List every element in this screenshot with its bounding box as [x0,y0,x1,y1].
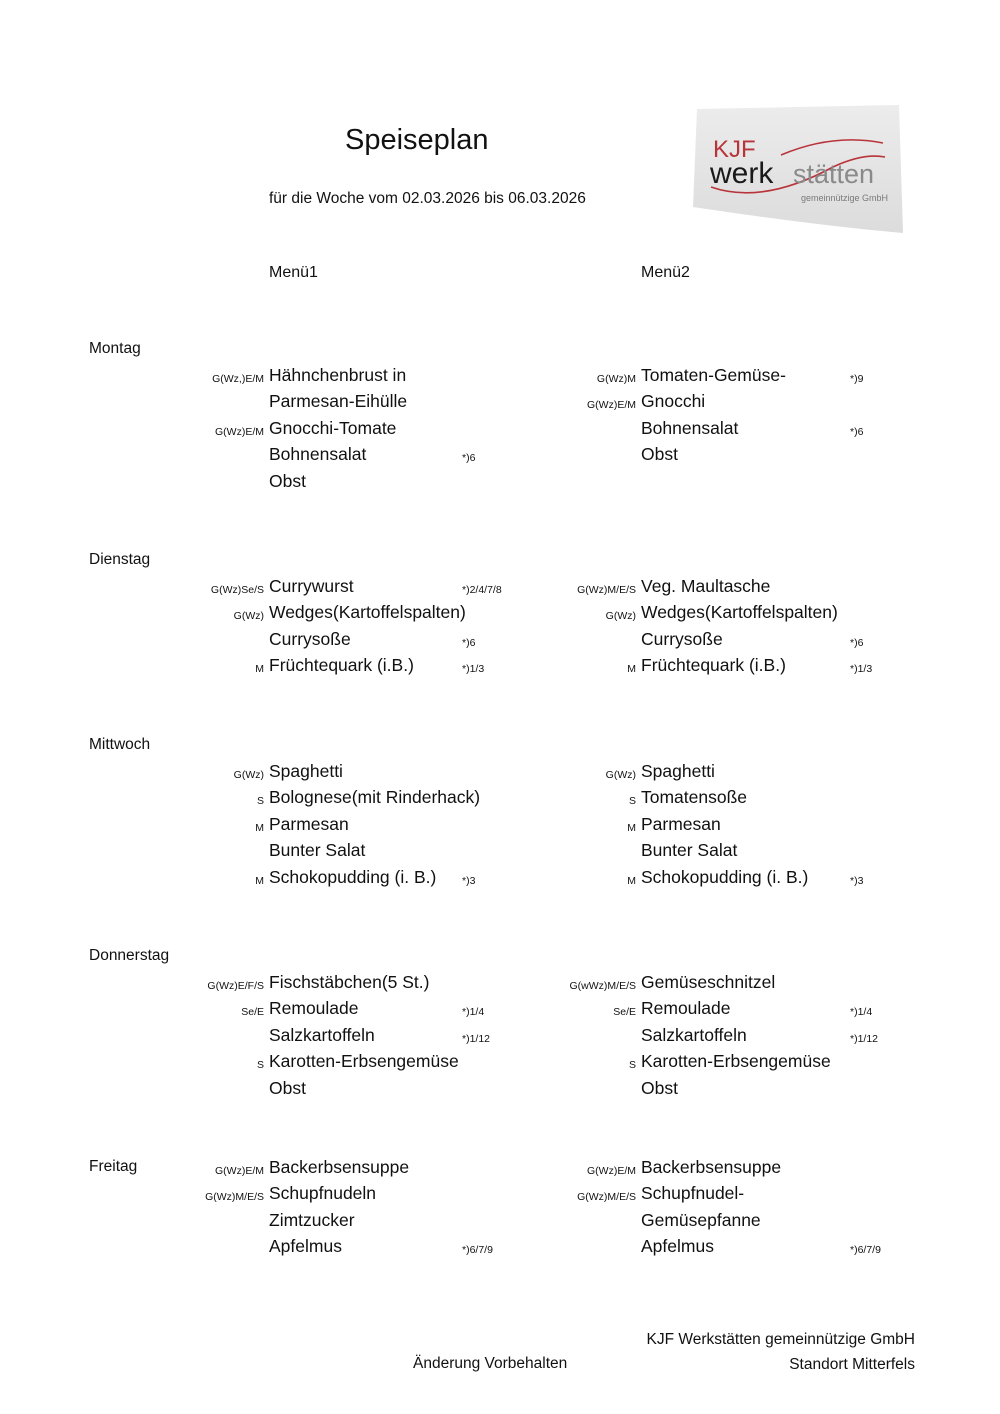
dish-name: Backerbsensuppe [641,1157,782,1177]
additive-code: *)3 [850,874,864,887]
dish-name: Schupfnudeln [269,1183,377,1204]
dish-name: Tomatensoße [641,787,748,808]
allergen-code: M [627,821,636,834]
allergen-code: G(Wz)M/E/S [205,1191,264,1204]
dish-name: Currysoße [641,628,723,649]
dish-name: Salzkartoffeln [269,1024,375,1045]
dish-name: Spaghetti [641,761,715,781]
dish-name: Gnocchi-Tomate [269,417,397,438]
additive-code: *)1/3 [850,663,873,676]
allergen-code: G(Wz)M [596,373,636,385]
dish-name: Obst [641,1077,678,1098]
dish-name: Bohnensalat [641,417,739,438]
dish-name: Tomaten-Gemüse- [641,365,786,385]
additive-code: *)1/12 [462,1032,491,1045]
additive-code: *)1/4 [462,1006,485,1019]
day-label: Dienstag [89,551,151,568]
dish-name: Wedges(Kartoffelspalten) [269,602,466,623]
allergen-code: S [256,795,264,808]
allergen-code: Se/E [613,1006,636,1019]
allergen-code: G(Wz) [605,610,636,623]
additive-code: *)1/3 [462,663,485,676]
dish-name: Wedges(Kartoffelspalten) [641,602,838,623]
dish-name: Parmesan [269,813,349,834]
logo-gmbh: gemeinnützige GmbH [801,193,889,203]
dish-name: Remoulade [269,998,359,1019]
additive-code: *)6 [850,425,864,438]
dish-name: Bunter Salat [269,840,366,861]
additive-code: *)1/4 [850,1006,873,1019]
dish-name: Apfelmus [269,1236,342,1257]
allergen-code: S [256,1059,264,1072]
allergen-code: G(Wz) [605,769,636,781]
allergen-code: G(Wz) [233,769,264,781]
additive-code: *)2/4/7/8 [462,584,502,596]
dish-name: Obst [269,470,306,491]
menu1-header: Menü1 [269,264,318,281]
dish-name: Parmesan [641,813,721,834]
footer-note: Änderung Vorbehalten [413,1355,568,1372]
dish-name: Veg. Maultasche [641,576,771,596]
day-label: Donnerstag [89,947,170,964]
allergen-code: G(Wz)M/E/S [577,1191,636,1204]
page-title: Speiseplan [345,124,489,156]
allergen-code: G(wWz)M/E/S [569,980,636,992]
dish-name: Zimtzucker [269,1209,355,1230]
logo-staetten: stätten [793,159,875,189]
dish-name: Hähnchenbrust in [269,365,407,385]
dish-name: Schupfnudel- [641,1183,745,1204]
allergen-code: M [255,874,264,887]
allergen-code: G(Wz)E/M [215,1165,264,1177]
dish-name: Parmesan-Eihülle [269,391,408,412]
allergen-code: M [627,663,636,676]
dish-name: Früchtequark (i.B.) [641,655,786,676]
day-label: Mittwoch [89,736,151,753]
dish-name: Schokopudding (i. B.) [641,866,809,887]
dish-name: Currysoße [269,628,351,649]
allergen-code: G(Wz)E/M [215,425,264,438]
week-range: für die Woche vom 02.03.2026 bis 06.03.2026 [269,190,586,207]
allergen-code: G(Wz)Se/S [210,584,264,596]
logo-werk: werk [710,157,774,190]
allergen-code: G(Wz,)E/M [212,373,264,385]
allergen-code: G(Wz)E/F/S [207,980,264,992]
dish-name: Bolognese(mit Rinderhack) [269,787,481,808]
dish-name: Gemüsepfanne [641,1209,761,1230]
allergen-code: M [255,663,264,676]
additive-code: *)3 [462,874,476,887]
dish-name: Apfelmus [641,1236,714,1257]
menu2-header: Menü2 [641,264,690,281]
logo-kjf: KJF [713,136,756,163]
dish-name: Gnocchi [641,391,706,412]
allergen-code: M [255,821,264,834]
additive-code: *)6 [462,636,476,649]
additive-code: *)6/7/9 [850,1244,881,1257]
footer-location: Standort Mitterfels [789,1356,915,1373]
additive-code: *)6 [462,452,476,465]
allergen-code: S [628,1059,636,1072]
additive-code: *)6 [850,636,864,649]
dish-name: Remoulade [641,998,731,1019]
logo-graphic [693,105,903,235]
dish-name: Gemüseschnitzel [641,972,776,992]
dish-name: Karotten-Erbsengemüse [269,1051,459,1072]
additive-code: *)9 [850,373,864,385]
day-label: Freitag [89,1158,138,1175]
allergen-code: G(Wz)M/E/S [577,584,636,596]
dish-name: Obst [269,1077,306,1098]
allergen-code: G(Wz)E/M [587,399,636,412]
company-logo [693,105,903,235]
day-label: Montag [89,340,141,357]
dish-name: Spaghetti [269,761,343,781]
dish-name: Salzkartoffeln [641,1024,747,1045]
dish-name: Karotten-Erbsengemüse [641,1051,831,1072]
dish-name: Bunter Salat [641,840,738,861]
additive-code: *)1/12 [850,1032,879,1045]
dish-name: Backerbsensuppe [269,1157,410,1177]
dish-name: Obst [641,444,678,465]
dish-name: Fischstäbchen(5 St.) [269,972,430,992]
allergen-code: M [627,874,636,887]
dish-name: Früchtequark (i.B.) [269,655,414,676]
dish-name: Currywurst [269,576,354,596]
dish-name: Schokopudding (i. B.) [269,866,437,887]
allergen-code: G(Wz) [233,610,264,623]
additive-code: *)6/7/9 [462,1244,493,1257]
allergen-code: G(Wz)E/M [587,1165,636,1177]
dish-name: Bohnensalat [269,444,367,465]
footer-company: KJF Werkstätten gemeinnützige GmbH [646,1331,915,1348]
allergen-code: Se/E [241,1006,264,1019]
allergen-code: S [628,795,636,808]
